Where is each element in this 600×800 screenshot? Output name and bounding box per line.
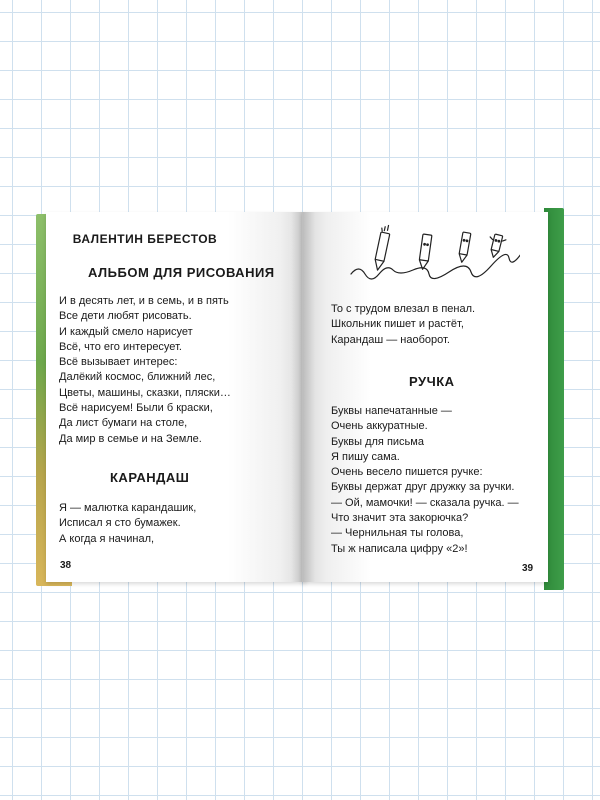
poem-line: Очень весело пишется ручке: xyxy=(331,466,483,479)
poem-album-text xyxy=(59,294,231,447)
poem-line: Я — малютка карандашик, xyxy=(59,502,197,514)
poem-line: — Ой, мамочки! — сказала ручка. — xyxy=(331,496,519,509)
poem-line: Буквы держат друг дружку за ручки. xyxy=(331,481,515,494)
pencils-illustration xyxy=(345,224,520,284)
poem-line: Всё, что его интересует. xyxy=(59,340,182,353)
author-name: ВАЛЕНТИН БЕРЕСТОВ xyxy=(72,232,218,246)
poem-line: Что значит эта закорючка? xyxy=(331,512,469,525)
poem-title-pencil: КАРАНДАШ xyxy=(110,470,190,485)
poem-line: Ты ж написала цифру «2»! xyxy=(331,542,468,555)
poem-line: Буквы напечатанные — xyxy=(331,405,452,417)
page-number-right: 39 xyxy=(522,563,534,574)
poem-line: Цветы, машины, сказки, пляски… xyxy=(59,386,231,399)
poem-pen-text xyxy=(331,404,519,557)
poem-title-pen: РУЧКА xyxy=(409,374,455,389)
poem-line: Всё вызывает интерес: xyxy=(59,356,178,369)
poem-line: Школьник пишет и растёт, xyxy=(331,318,464,331)
poem-pencil-text xyxy=(59,501,196,547)
poem-line: И каждый смело нарисует xyxy=(59,325,193,338)
poem-line: Исписал я сто бумажек. xyxy=(59,517,181,530)
poem-line: Да лист бумаги на столе, xyxy=(59,417,188,430)
poem-title-album: АЛЬБОМ ДЛЯ РИСОВАНИЯ xyxy=(88,265,275,280)
poem-line: Карандаш — наоборот. xyxy=(331,333,450,346)
poem-line: Всё нарисуем! Были б краски, xyxy=(59,402,213,415)
poem-line: Далёкий космос, ближний лес, xyxy=(59,371,216,384)
poem-pencil-continued-text xyxy=(331,302,475,348)
page-number-left: 38 xyxy=(60,560,72,571)
poem-line: То с трудом влезал в пенал. xyxy=(331,303,476,315)
poem-line: — Чернильная ты голова, xyxy=(331,527,464,540)
book-spine-shadow xyxy=(291,212,315,582)
poem-line: Я пишу сама. xyxy=(331,450,400,463)
poem-line: А когда я начинал, xyxy=(59,532,155,545)
poem-line: Да мир в семье и на Земле. xyxy=(59,432,202,445)
poem-line: Очень аккуратные. xyxy=(331,420,428,433)
poem-line: Буквы для письма xyxy=(331,435,424,448)
poem-line: И в десять лет, и в семь, и в пять xyxy=(59,295,229,307)
poem-line: Все дети любят рисовать. xyxy=(59,310,192,323)
